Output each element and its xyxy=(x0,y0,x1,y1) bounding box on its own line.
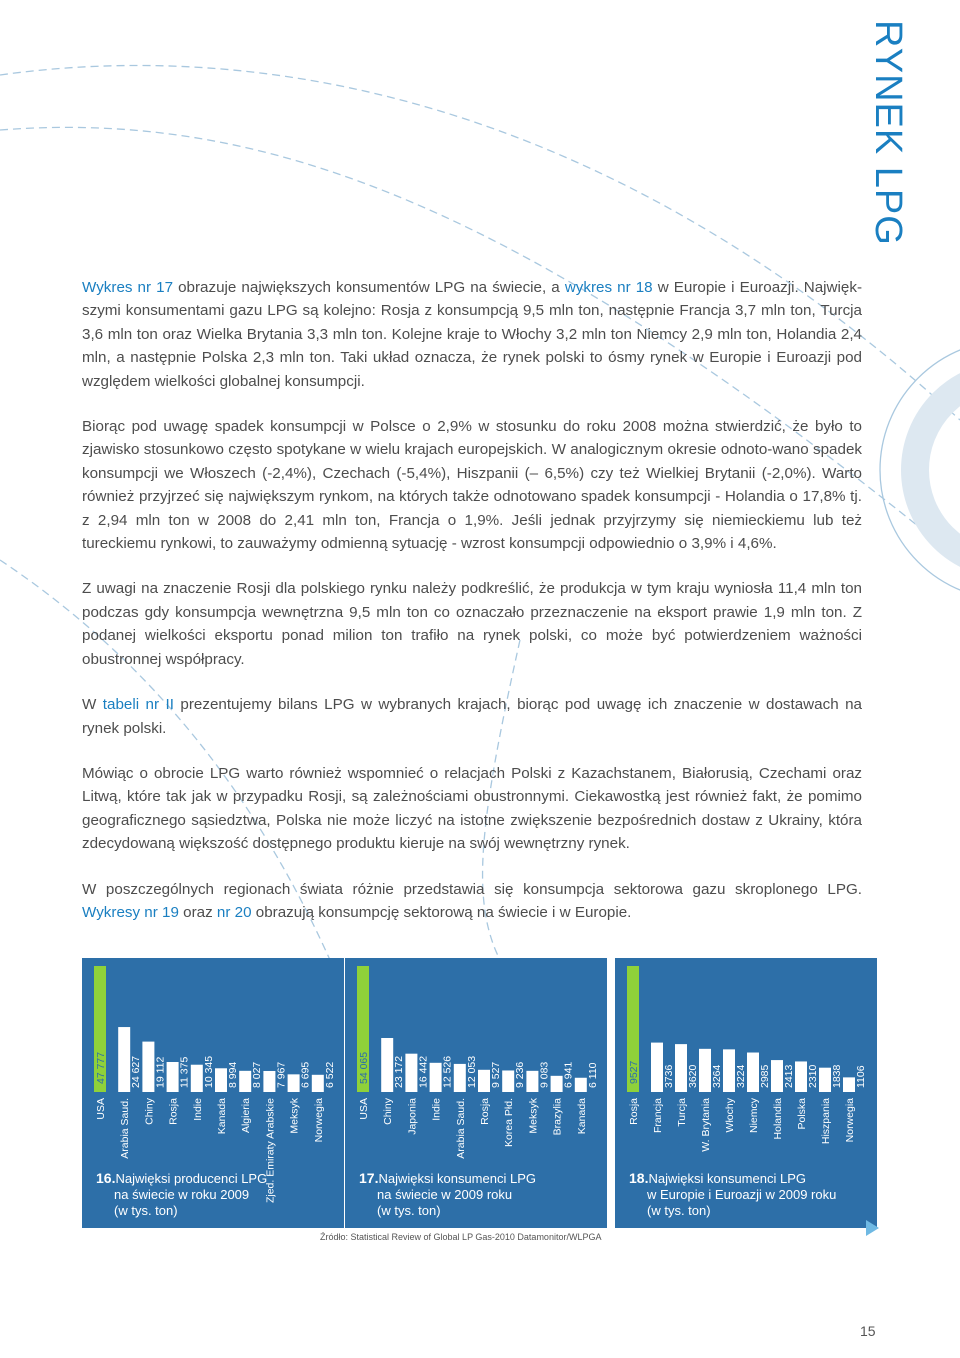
data-label: 12 526 xyxy=(441,1055,454,1088)
bar xyxy=(381,1038,393,1092)
bar xyxy=(771,1060,783,1092)
category-label: Indie xyxy=(430,1098,443,1121)
data-label: 3264 xyxy=(711,1064,723,1088)
text-run: W xyxy=(82,696,103,714)
category-label: USA xyxy=(358,1098,370,1120)
category-label: Japonia xyxy=(406,1098,419,1135)
caption-line: w Europie i Euroazji w 2009 roku xyxy=(647,1187,837,1202)
caption-number: 16. xyxy=(96,1170,116,1186)
bar xyxy=(526,1071,538,1092)
text-run: Biorąc pod uwagę spadek konsumpcji w Polsce o 2,9% w stosunku do roku 2008 można stwierdzić, że było to zjawisko stosunkowo często spotykane w wielu krajach europejskich. W analogicznym okresie odnoto-wano spadek konsumpcji we Włoszech (-2,4%), Czechach (-5,4%), Hiszpanii (– 6,5%) czy też Wielkiej Brytanii (-2,0%). Warto również przyjrzeć się największym rynkom, na których także odnotowano spadek konsumpcji - Holandia o 17,8% tj. z 2,94 mln ton w 2008 do 2,41 mln ton, Francja o 1,9%. Jeśli jednak przyjrzymy się niemieckiemu lub też tureckiemu rynkowi, to zauważymy odmienną sytuację - wzrost konsumpcji odpowiednio o 3,9% i 4,6%. xyxy=(82,418,862,553)
paragraph xyxy=(82,276,862,393)
category-label: Korea Płd. xyxy=(503,1098,516,1148)
category-label: Chiny xyxy=(382,1098,395,1125)
chart-18-caption xyxy=(629,1170,836,1219)
paragraph xyxy=(82,415,862,555)
page-number: 15 xyxy=(860,1323,876,1339)
chart-17 xyxy=(345,958,607,1228)
bar xyxy=(191,1065,203,1092)
category-label: Indie xyxy=(191,1098,204,1121)
data-label: 54 065 xyxy=(358,1051,370,1084)
category-label: Arabia Saud. xyxy=(119,1098,132,1159)
data-label: 47 777 xyxy=(95,1051,107,1084)
data-label: 2985 xyxy=(759,1064,771,1088)
chart-18 xyxy=(615,958,877,1228)
data-label: 3224 xyxy=(735,1064,747,1088)
category-label: Rosja xyxy=(479,1098,491,1125)
data-label: 3620 xyxy=(687,1064,699,1088)
bar xyxy=(747,1053,759,1092)
highlight-ref: Wykres nr 17 xyxy=(82,279,174,296)
bar xyxy=(575,1078,587,1092)
source-note: Źródło: Statistical Review of Global LP Gas-2010 Datamonitor/WLPGA xyxy=(320,1232,602,1242)
category-label: Kanada xyxy=(575,1098,588,1135)
category-label: Polska xyxy=(796,1098,808,1130)
caption-line: (w tys. ton) xyxy=(647,1203,711,1218)
data-label: 19 112 xyxy=(154,1056,167,1088)
bar xyxy=(651,1043,663,1092)
chart-16-caption xyxy=(96,1170,267,1219)
category-label: Turcja xyxy=(676,1098,688,1127)
bar xyxy=(142,1042,154,1092)
category-label: Norwegia xyxy=(844,1098,856,1143)
bar xyxy=(263,1071,275,1092)
caption-number: 17. xyxy=(359,1170,379,1186)
section-title: RYNEK LPG xyxy=(867,20,909,246)
data-label: 8 027 xyxy=(251,1061,264,1088)
caption-line: (w tys. ton) xyxy=(377,1203,441,1218)
category-label: Brazylia xyxy=(551,1098,564,1136)
bar xyxy=(430,1063,442,1092)
data-label: 3736 xyxy=(663,1064,675,1088)
category-label: Algieria xyxy=(240,1098,253,1134)
highlight-ref: wykres nr 18 xyxy=(564,279,653,296)
data-label: 23 172 xyxy=(393,1055,406,1088)
data-label: 6 110 xyxy=(586,1062,599,1088)
caption-line: Najwięksi producenci LPG xyxy=(115,1171,268,1186)
data-label: 6 941 xyxy=(562,1061,575,1088)
article-body xyxy=(82,276,862,946)
bar xyxy=(167,1062,179,1092)
highlight-ref: nr 20 xyxy=(216,903,252,921)
bar xyxy=(215,1068,227,1092)
data-label: 9 236 xyxy=(514,1061,527,1088)
data-label: 1838 xyxy=(831,1064,843,1088)
chart-17-svg xyxy=(345,958,607,1168)
data-label: 6 522 xyxy=(323,1061,336,1088)
bar xyxy=(478,1070,490,1092)
data-label: 11 375 xyxy=(178,1056,191,1088)
category-label: Zjed. Emiraty Arabskie xyxy=(264,1098,277,1204)
category-label: Kanada xyxy=(216,1098,228,1135)
data-label: 7 967 xyxy=(275,1061,288,1088)
paragraph xyxy=(82,762,862,856)
paragraph xyxy=(82,577,862,671)
caption-number: 18. xyxy=(629,1170,649,1186)
paragraph xyxy=(82,878,862,925)
category-label: Niemcy xyxy=(748,1098,760,1134)
data-label: 16 442 xyxy=(417,1055,430,1088)
text-run: prezentujemy bilans LPG w wybranych krajach, biorąc pod uwagę ich znaczenie w dostawach na rynek polski. xyxy=(82,696,862,737)
bar xyxy=(551,1076,563,1092)
category-label: Rosja xyxy=(628,1098,640,1125)
bar xyxy=(502,1070,514,1092)
paragraph xyxy=(82,693,862,740)
category-label: Holandia xyxy=(772,1098,784,1140)
bar xyxy=(454,1064,466,1092)
data-label: 24 627 xyxy=(130,1055,143,1088)
bar xyxy=(239,1071,251,1092)
highlight-ref: Wykresy nr 19 xyxy=(82,903,179,921)
page-number-box xyxy=(820,1318,960,1358)
data-label: 9 527 xyxy=(490,1061,502,1088)
category-label: Hiszpania xyxy=(820,1098,832,1145)
caption-line: Najwięksi konsumenci LPG xyxy=(648,1171,806,1186)
data-label: 2310 xyxy=(807,1064,819,1088)
data-label: 9527 xyxy=(628,1060,640,1084)
text-run: obrazują konsumpcję sektorową na świecie i w Europie. xyxy=(251,903,632,921)
chart-17-caption xyxy=(359,1170,536,1219)
category-label: Meksyk xyxy=(527,1098,540,1134)
bar xyxy=(723,1049,735,1092)
bar xyxy=(312,1075,324,1092)
data-label: 1106 xyxy=(855,1065,867,1088)
caption-line: na świecie w roku 2009 xyxy=(114,1187,250,1202)
text-run: obrazuje największych konsumentów LPG na świecie, a xyxy=(173,279,565,296)
category-label: Meksyk xyxy=(288,1098,301,1134)
bar xyxy=(288,1074,300,1092)
data-label: 6 695 xyxy=(299,1061,312,1088)
caption-line: (w tys. ton) xyxy=(114,1203,178,1218)
category-label: Chiny xyxy=(143,1098,156,1125)
next-arrow-icon xyxy=(866,1220,879,1236)
category-label: Arabia Saud. xyxy=(454,1098,467,1159)
chart-18-svg xyxy=(615,958,867,1168)
data-label: 10 345 xyxy=(202,1055,215,1088)
text-run: oraz xyxy=(178,903,217,921)
category-label: Francja xyxy=(652,1098,664,1134)
bar xyxy=(118,1027,130,1092)
category-label: Rosja xyxy=(167,1098,180,1125)
text-run: Z uwagi na znaczenie Rosji dla polskiego rynku należy podkreślić, że produkcja w tym kraju wyniosła 11,4 mln ton podczas gdy konsumpcja wewnętrzna 9,5 mln ton co oznaczało przeznaczenie na eksport prawie 1,9 mln ton. Z podanej wielkości eksportu ponad milion ton trafiło na rynek polski, co może być potwierdzeniem ważności obustronnej współpracy. xyxy=(82,580,862,668)
highlight-ref: tabeli nr II xyxy=(102,696,174,714)
data-label: 12 053 xyxy=(465,1055,478,1088)
data-label: 2413 xyxy=(783,1064,795,1088)
bar xyxy=(795,1061,807,1092)
bar xyxy=(405,1054,417,1092)
text-run: w Europie i Euroazji. Najwięk-szymi konsumentami gazu LPG są kolejno: Rosja z konsumpcją 9,5 mln ton, następnie Francja 3,7 mln ton, Turcja 3,6 mln ton oraz Wielka Brytania 3,3 mln ton. Kolejne kraje to Włochy 3,2 mln ton Niemcy 2,9 mln ton, Holandia 2,4 mln, a następnie Polska 2,3 mln ton. Taki układ oznacza, że rynek polski to ósmy rynek w Europie i Euroazji pod względem wielkości globalnej konsumpcji. xyxy=(82,279,862,390)
data-label: 9 083 xyxy=(538,1061,551,1088)
bar xyxy=(699,1049,711,1092)
bar xyxy=(819,1068,831,1092)
category-label: Norwegia xyxy=(312,1098,325,1143)
category-label: W. Brytania xyxy=(700,1098,712,1152)
data-label: 8 994 xyxy=(227,1061,239,1088)
category-label: USA xyxy=(95,1098,107,1120)
caption-line: Najwięksi konsumenci LPG xyxy=(378,1171,536,1186)
text-run: W poszczególnych regionach świata różnie przedstawia się konsumpcja sektorowa gazu skroplonego LPG. xyxy=(82,880,862,898)
bar xyxy=(843,1077,855,1092)
caption-line: na świecie w 2009 roku xyxy=(377,1187,513,1202)
chart-16 xyxy=(82,958,344,1228)
text-run: Mówiąc o obrocie LPG warto również wspomnieć o relacjach Polski z Kazachstanem, Białorusią, Czechami oraz Litwą, które tak jak w przypadku Rosji, są zależnościami obustronnymi. Ciekawostką jest również fakt, że pomimo geograficznego sąsiedztwa, Polska nie może liczyć na istotne zwiększenie bezpośrednich dostaw z Ukrainy, która zdecydowaną większość dostępnego produktu kieruje na swój wewnętrzny rynek. xyxy=(82,764,862,853)
category-label: Włochy xyxy=(724,1098,736,1133)
bar xyxy=(675,1044,687,1092)
